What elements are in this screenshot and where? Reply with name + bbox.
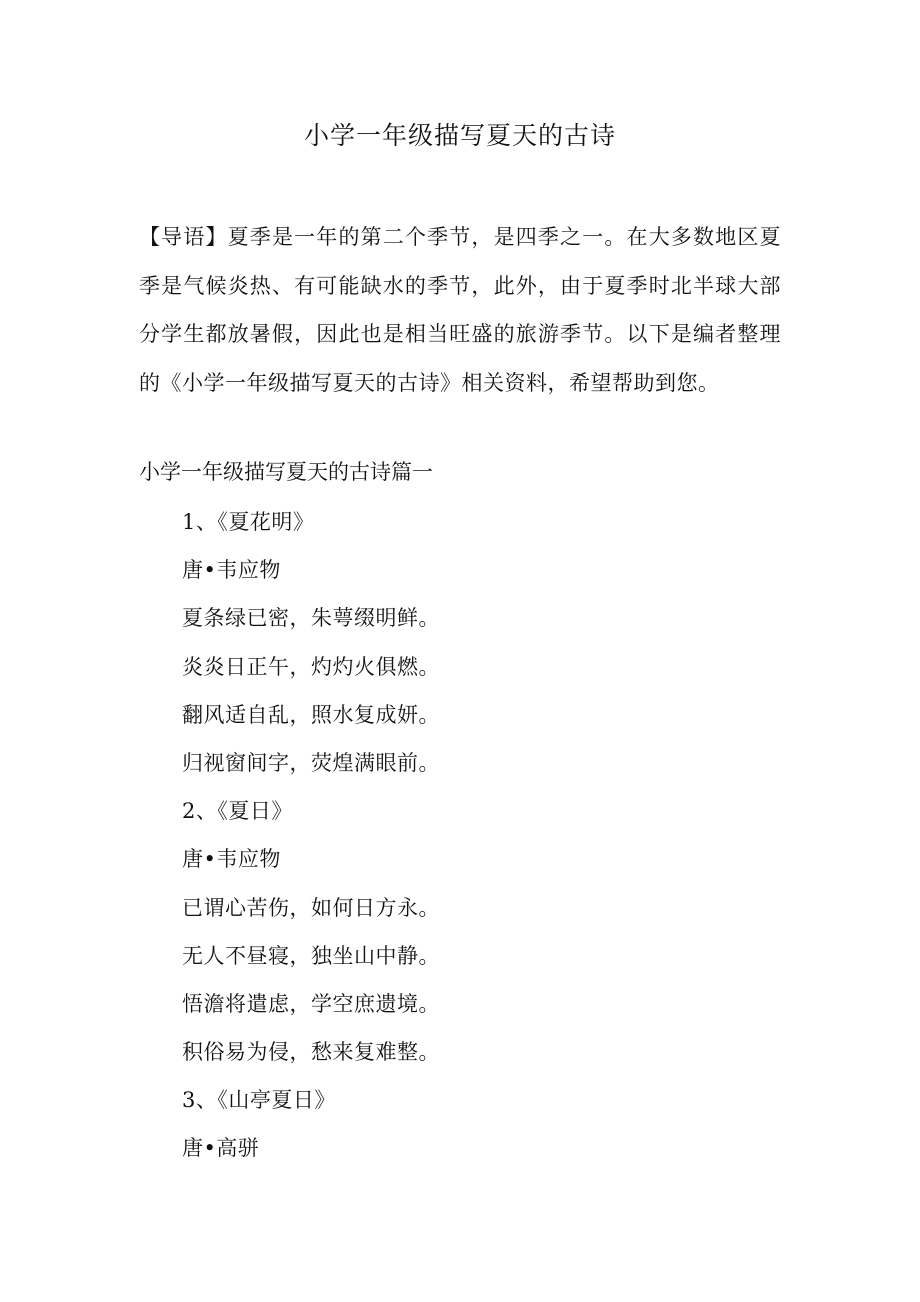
- poem-list: [182, 504, 440, 1179]
- poem-line: 积俗易为侵，愁来复难整。: [182, 1040, 440, 1065]
- poem-line: 归视窗间字，荧煌满眼前。: [182, 750, 440, 775]
- poem-line: 翻风适自乱，照水复成妍。: [182, 702, 440, 727]
- page-title: 小学一年级描写夏天的古诗: [303, 121, 616, 150]
- poem-line: 夏条绿已密，朱萼缀明鲜。: [182, 606, 440, 631]
- poem-line: 无人不昼寝，独坐山中静。: [182, 943, 440, 968]
- intro-paragraph: 【导语】夏季是一年的第二个季节，是四季之一。在大多数地区夏季是气候炎热、有可能缺水的季节，此外，由于夏季时北半球大部分学生都放暑假，因此也是相当旺盛的旅游季节。以下是编者整理的《小学一年级描写夏天的古诗》相关资料，希望帮助到您。: [139, 225, 781, 395]
- section-heading: 小学一年级描写夏天的古诗篇一: [139, 460, 433, 484]
- poem-author: 唐•韦应物: [182, 558, 281, 583]
- poem-author: 唐•高骈: [182, 1136, 260, 1161]
- poem-line: 已谓心苦伤，如何日方永。: [182, 895, 440, 920]
- poem-line: 炎炎日正午，灼灼火俱燃。: [182, 654, 440, 679]
- poem-title: 3、《山亭夏日》: [182, 1088, 336, 1113]
- poem-title: 2、《夏日》: [182, 799, 293, 824]
- poem-line: 悟澹将遣虑，学空庶遗境。: [182, 991, 440, 1016]
- poem-author: 唐•韦应物: [182, 847, 281, 872]
- poem-title: 1、《夏花明》: [182, 510, 315, 534]
